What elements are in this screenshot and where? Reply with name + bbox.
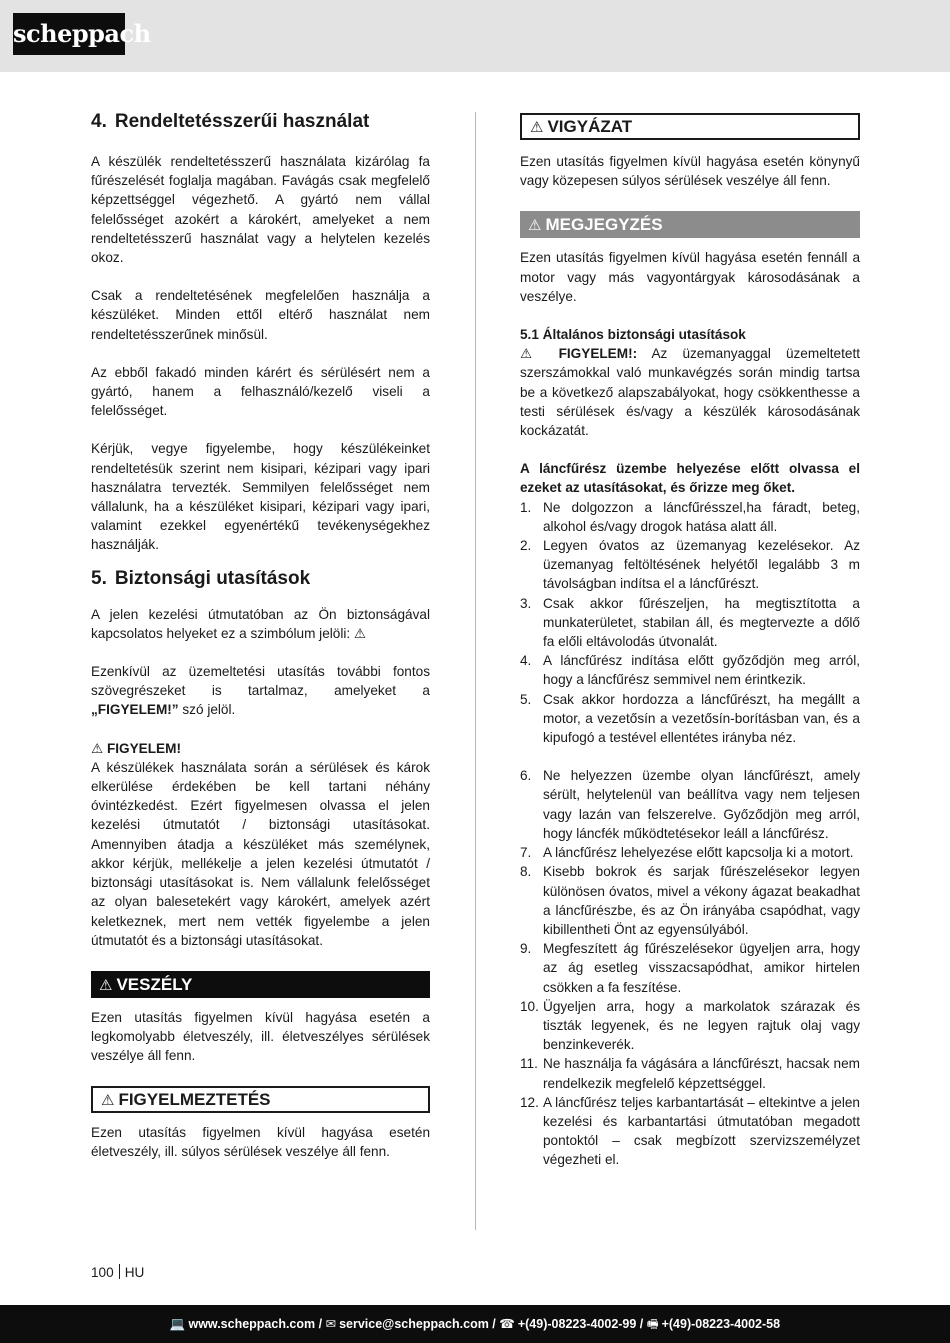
section-5-heading [91, 567, 430, 591]
section-4-heading [91, 110, 430, 134]
note-label: MEGJEGYZÉS [545, 215, 663, 235]
list-item [520, 536, 860, 594]
list-item [520, 1093, 860, 1170]
list-item-text: Ne használja fa vágására a láncfűrészt, hacsak nem rendelkezik megfelelő képzettséggel. [543, 1056, 860, 1091]
footer-bar [0, 1305, 950, 1343]
phone-icon: ☎ [499, 1317, 515, 1331]
section-5-1-heading: 5.1 Általános biztonsági utasítások [520, 327, 746, 343]
list-item-text: Ne helyezzen üzembe olyan láncfűrészt, amely sérült, helytelenül van beállítva vagy nem teljesen vagy lazán van felszerelve. Győződjön meg arról, hogy láncfék működtetésekor leáll a láncfűrész. [543, 768, 860, 841]
list-item-number: 7. [520, 845, 532, 861]
fax-icon: 🖷 [646, 1317, 659, 1331]
note-text: Ezen utasítás figyelmen kívül hagyása esetén fennáll a motor vagy más vagyontárgyak károsodásának a veszélye. [520, 250, 860, 304]
section-4-paragraph-2: Csak a rendeltetésének megfelelően használja a készüléket. Minden ettől eltérő használat nem rendeltetésszerűnek minősül. [91, 288, 430, 342]
section-5-1-body: Az üzemanyaggal üzemeltetett szerszámokkal való munkavégzés során mindig tartsa be a következő alapszabályokat, hogy csökkenthesse a testi sérülések és/vagy a készülék károsodásának kockázatát. [520, 346, 860, 439]
figyelem-label: ⚠ FIGYELEM!: [520, 346, 638, 362]
right-column [520, 113, 860, 1170]
section-5-paragraph-2-text: Ezenkívül az üzemeltetési utasítás további fontos szövegrészeket is tartalmaz, amelyeket a [91, 664, 430, 699]
mail-icon: ✉ [325, 1317, 337, 1331]
attention-text: A készülékek használata során a sérülések és károk elkerülése érdekében be kell tartani néhány óvintézkedést. Ezért figyelmesen olvassa el jelen kezelési útmutatót / biztonsági utasításokat. Amennyiben átadja a készüléket más személynek, akkor kérjük, mellékelje a jelen kezelési útmutatót / biztonsági utasításokat is. Nem vállalunk felelősséget az olyan balesetekért vagy károkért, amelyek azért keletkeznek, mert nem vették figyelembe a jelen útmutatót és a biztonsági utasításokat. [91, 759, 430, 948]
danger-box [91, 971, 430, 998]
warning-triangle-icon: ⚠ [101, 1091, 115, 1109]
list-item [520, 690, 860, 748]
list-item [520, 843, 860, 862]
footer-fax: +(49)-08223-4002-58 [661, 1317, 781, 1331]
list-item-text: Megfeszített ág fűrészelésekor ügyeljen arra, hogy az ág esetleg visszacsapódhat, amikor hirtelen csökken a fa feszítése. [543, 941, 860, 995]
computer-icon: 💻 [169, 1317, 186, 1331]
warning-triangle-icon: ⚠ [99, 976, 113, 994]
list-item-number: 11. [520, 1056, 538, 1072]
section-5-number: 5. [91, 567, 107, 589]
list-item-text: Ne dolgozzon a láncfűrésszel,ha fáradt, beteg, alkohol és/vagy drogok hatása alatt áll. [543, 499, 860, 534]
left-column [91, 110, 430, 1161]
list-item [520, 594, 860, 652]
note-box [520, 211, 860, 238]
list-item-text: A láncfűrész indítása előtt győződjön meg arról, hogy a láncfűrész semmivel nem érintkezik. [543, 653, 860, 688]
footer-email: service@scheppach.com / [339, 1317, 496, 1331]
warning-triangle-icon: ⚠ [528, 217, 542, 235]
caution-text: Ezen utasítás figyelmen kívül hagyása esetén könynyű vagy közepesen súlyos sérülések veszélye áll fenn. [520, 154, 860, 189]
warning-box [91, 1086, 430, 1113]
warning-label: FIGYELMEZTETÉS [118, 1089, 271, 1109]
header-bar [0, 0, 950, 72]
section-4-paragraph-4: Kérjük, vegye figyelembe, hogy készülékeinket rendeltetésük szerint nem kisipari, kézipari vagy ipari használatra tervezték. Semmilyen felelősséget nem vállalunk, ha a készüléket kisipari, kézipari vagy ipari, valamint ezekkel egyenértékű tevékenységekhez használják. [91, 441, 430, 553]
list-item [520, 862, 860, 939]
safety-rules-list [520, 498, 860, 1170]
section-5-paragraph-2-end: szó jelöl. [178, 702, 236, 718]
list-item-number: 12. [520, 1094, 539, 1110]
list-item-number: 2. [520, 538, 532, 554]
list-item-text: Ügyeljen arra, hogy a markolatok szárazak és tiszták legyenek, és ne legyen rajtuk olaj vagy benzinkeverék. [543, 998, 860, 1053]
danger-text: Ezen utasítás figyelmen kívül hagyása esetén a legkomolyabb életveszély, ill. életveszélyes sérülések veszélye áll fenn. [91, 1009, 430, 1064]
list-item-text: A láncfűrész teljes karbantartását – eltekintve a jelen kezelési és karbantartási útmutatóban megadott pontoktól – csak megbízott szervizszemélyzet végezheti el. [543, 1094, 860, 1168]
list-item-text: Csak akkor hordozza a láncfűrészt, ha megállt a motor, a vezetősín a vezetősín-borításban van, és a kipufogó a testével ellentétes irányba néz. [543, 691, 860, 746]
page-number-separator [119, 1264, 120, 1279]
list-item-text: Kisebb bokrok és sarjak fűrészelésekor legyen különösen óvatos, mivel a vékony ágazat beakadhat a láncfűrészbe, és az Ön irányába csapódhat, vagy kibillentheti Önt az egyensúlyából. [543, 864, 860, 937]
section-5-paragraph-1: A jelen kezelési útmutatóban az Ön biztonságával kapcsolatos helyeket ez a szimbólum jelöli: ⚠ [91, 606, 430, 641]
section-4-number: 4. [91, 111, 107, 132]
brand-logo: scheppach [13, 13, 125, 55]
footer-phone: +(49)-08223-4002-99 / [517, 1317, 644, 1331]
list-item-text: Csak akkor fűrészeljen, ha megtisztította a munkaterületet, stabilan áll, és megtervezte a dőlő fa előli eltávolodás útvonalát. [543, 595, 860, 650]
section-5-paragraph-2 [91, 662, 430, 720]
section-5-1-text [520, 344, 860, 440]
list-item [520, 651, 860, 689]
caution-box [520, 113, 860, 140]
list-item [520, 498, 860, 536]
list-item-number: 3. [520, 595, 532, 611]
list-item [520, 766, 860, 843]
list-item [520, 1054, 860, 1092]
list-item-number: 10. [520, 998, 539, 1014]
section-4-paragraph-1: A készülék rendeltetésszerű használata kizárólag fa fűrészelését foglalja magában. Favágás csak megfelelő képzettséggel végezhető. A gyártó nem vállal felelősséget azokért a károkért, amelyeket a nem rendeltetésszerű használat vagy a helytelen kezelés okoz. [91, 154, 430, 266]
list-item-number: 8. [520, 864, 532, 880]
list-item-text: Legyen óvatos az üzemanyag kezelésekor. Az üzemanyag feltöltésének helyétől legalább 3 m távolságban indítsa el a láncfűrészt. [543, 538, 860, 592]
section-5-title: Biztonsági utasítások [114, 567, 311, 589]
list-item-text: A láncfűrész lehelyezése előtt kapcsolja ki a motort. [543, 845, 854, 861]
list-item [520, 997, 860, 1055]
figyelem-keyword: „FIGYELEM!” [91, 702, 179, 718]
warning-text: Ezen utasítás figyelmen kívül hagyása esetén életveszély, ill. súlyos sérülések veszélye áll fenn. [91, 1124, 430, 1159]
danger-label: VESZÉLY [116, 974, 193, 994]
page-number-value: 100 [91, 1265, 114, 1280]
list-item-number: 6. [520, 768, 532, 784]
footer-website: www.scheppach.com / [188, 1317, 323, 1331]
list-item [520, 939, 860, 997]
warning-triangle-icon: ⚠ [530, 119, 544, 136]
section-4-paragraph-3: Az ebből fakadó minden kárért és sérülésért nem a gyártó, hanem a felhasználó/kezelő viseli a felelősséget. [91, 364, 430, 419]
caution-label: VIGYÁZAT [547, 117, 633, 136]
attention-heading: ⚠ FIGYELEM! [91, 740, 181, 756]
section-4-title: Rendeltetésszerűi használat [114, 111, 370, 132]
page-number [91, 1264, 144, 1280]
column-divider [475, 112, 476, 1230]
list-item-number: 1. [520, 499, 532, 515]
lead-instruction: A láncfűrész üzembe helyezése előtt olvassa el ezeket az utasításokat, és őrizze meg őket. [520, 461, 860, 496]
list-item-number: 9. [520, 941, 532, 957]
list-item-number: 5. [520, 691, 532, 707]
list-item-number: 4. [520, 653, 532, 669]
language-code: HU [124, 1265, 145, 1280]
